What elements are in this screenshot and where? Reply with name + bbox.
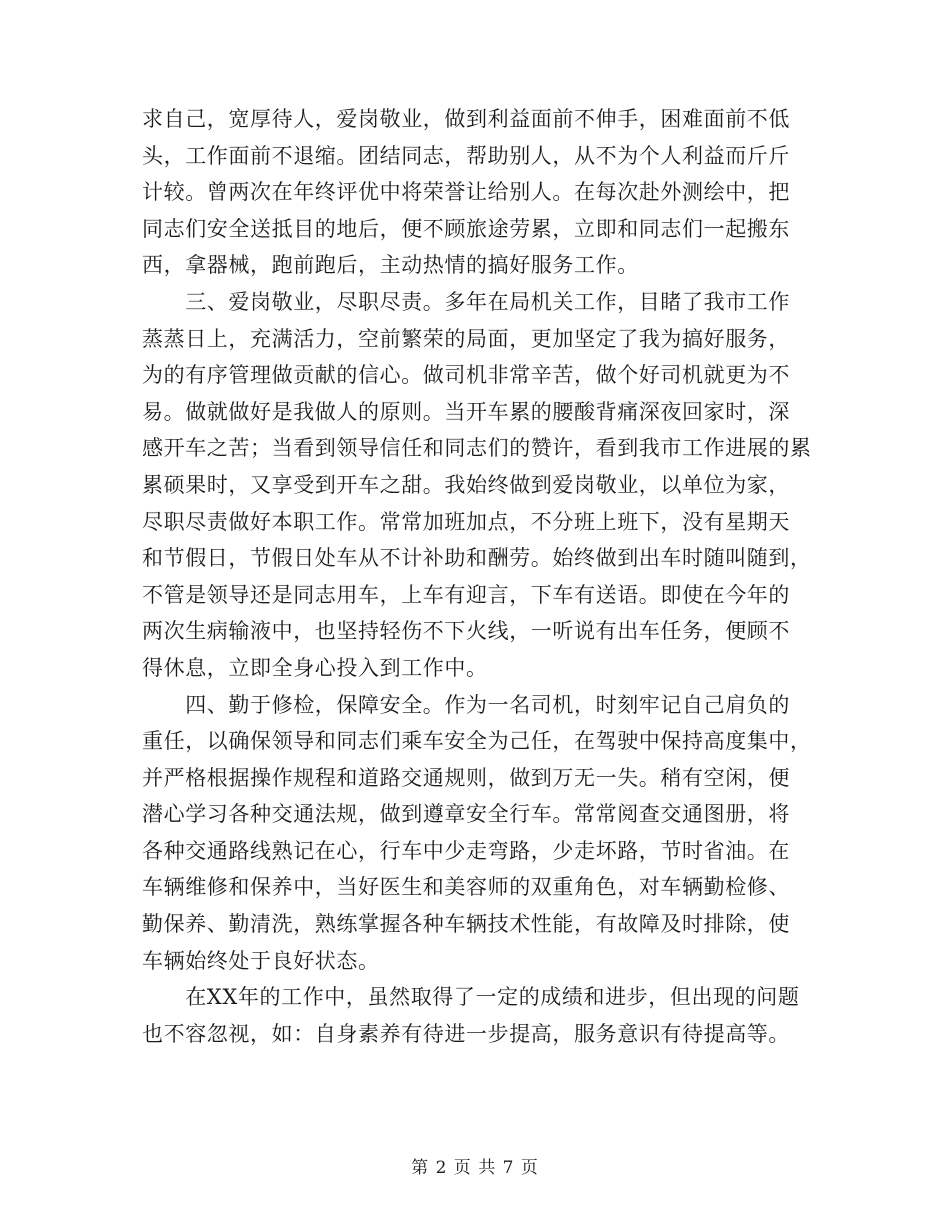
text-line: 各种交通路线熟记在心，行车中少走弯路，少走坏路，节时省油。在 bbox=[142, 838, 790, 863]
text-line: 勤保养、勤清洗，熟练掌握各种车辆技术性能，有故障及时排除，使 bbox=[142, 912, 790, 937]
text-line: 西，拿器械，跑前跑后，主动热情的搞好服务工作。 bbox=[142, 253, 639, 278]
text-line: 蒸蒸日上，充满活力，空前繁荣的局面，更加坚定了我为搞好服务， bbox=[142, 326, 790, 351]
text-line: 尽职尽责做好本职工作。常常加班加点，不分班上班下，没有星期天 bbox=[142, 509, 790, 534]
text-line: 车辆始终处于良好状态。 bbox=[142, 948, 380, 973]
text-line: 计较。曾两次在年终评优中将荣誉让给别人。在每次赴外测绘中，把 bbox=[142, 180, 790, 205]
text-line: 在XX年的工作中，虽然取得了一定的成绩和进步，但出现的问题 bbox=[142, 985, 800, 1010]
text-line: 求自己，宽厚待人，爱岗敬业，做到利益面前不伸手，困难面前不低 bbox=[142, 107, 790, 131]
document-body bbox=[142, 101, 822, 1052]
text-line: 两次生病输液中，也坚持轻伤不下火线，一听说有出车任务，便顾不 bbox=[142, 619, 790, 644]
page-number-footer: 第 2 页 共 7 页 bbox=[411, 1158, 539, 1178]
text-line: 也不容忽视，如：自身素养有待进一步提高，服务意识有待提高等。 bbox=[142, 1021, 790, 1046]
text-line: 易。做就做好是我做人的原则。当开车累的腰酸背痛深夜回家时，深 bbox=[142, 399, 790, 424]
text-line: 三、爱岗敬业，尽职尽责。多年在局机关工作，目睹了我市工作 bbox=[142, 289, 790, 314]
text-line: 并严格根据操作规程和道路交通规则，做到万无一失。稍有空闲，便 bbox=[142, 765, 790, 790]
text-line: 潜心学习各种交通法规，做到遵章安全行车。常常阅查交通图册，将 bbox=[142, 802, 790, 827]
text-line: 和节假日，节假日处车从不计补助和酬劳。始终做到出车时随叫随到， bbox=[142, 546, 812, 571]
text-line: 为的有序管理做贡献的信心。做司机非常辛苦，做个好司机就更为不 bbox=[142, 363, 790, 388]
text-line: 得休息，立即全身心投入到工作中。 bbox=[142, 655, 488, 680]
text-line: 累硕果时，又享受到开车之甜。我始终做到爱岗敬业，以单位为家， bbox=[142, 472, 790, 497]
text-line: 感开车之苦；当看到领导信任和同志们的赞许，看到我市工作进展的累 bbox=[142, 436, 812, 461]
text-line: 车辆维修和保养中，当好医生和美容师的双重角色，对车辆勤检修、 bbox=[142, 875, 790, 900]
text-line: 不管是领导还是同志用车，上车有迎言，下车有送语。即使在今年的 bbox=[142, 582, 790, 607]
text-line: 同志们安全送抵目的地后，便不顾旅途劳累，立即和同志们一起搬东 bbox=[142, 216, 790, 241]
text-line: 重任，以确保领导和同志们乘车安全为己任，在驾驶中保持高度集中， bbox=[142, 729, 812, 754]
text-line: 四、勤于修检，保障安全。作为一名司机，时刻牢记自己肩负的 bbox=[142, 692, 790, 717]
text-line: 头，工作面前不退缩。团结同志，帮助别人，从不为个人利益而斤斤 bbox=[142, 143, 790, 168]
